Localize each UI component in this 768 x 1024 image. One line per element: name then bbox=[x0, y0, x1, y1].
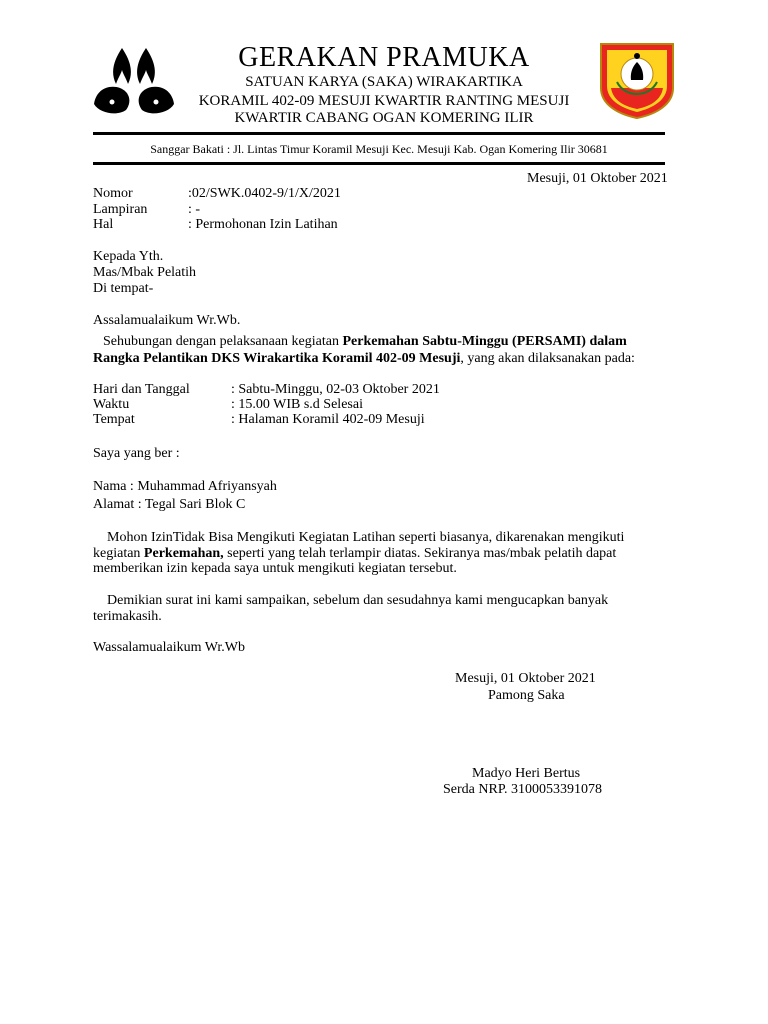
detail-value-time: : 15.00 WIB s.d Selesai bbox=[231, 397, 363, 412]
intro-tail: , yang akan dilaksanakan pada: bbox=[460, 351, 635, 366]
body1-line-1: Mohon IzinTidak Bisa Mengikuti Kegiatan Latihan seperti biasanya, dikarenakan mengikuti bbox=[107, 530, 625, 545]
intro-text: Sehubungan dengan pelaksanaan kegiatan bbox=[103, 334, 343, 349]
body2-line-1: Demikian surat ini kami sampaikan, sebelum dan sesudahnya kami mengucapkan banyak bbox=[107, 593, 609, 608]
address-line: Sanggar Bakati : Jl. Lintas Timur Koramil Mesuji Kec. Mesuji Kab. Ogan Komering Ilir 30681 bbox=[150, 142, 608, 156]
body1-text-bold: Perkemahan, bbox=[143, 546, 224, 561]
detail-label-place: Tempat bbox=[93, 412, 135, 427]
meta-value-lampiran: : - bbox=[188, 202, 201, 217]
recipient-line-3: Di tempat- bbox=[93, 281, 154, 296]
greeting: Assalamualaikum Wr.Wb. bbox=[93, 313, 241, 328]
recipient-line-2: Mas/Mbak Pelatih bbox=[93, 265, 197, 280]
body1-text-c: seperti yang telah terlampir diatas. Sekiranya mas/mbak pelatih dapat bbox=[223, 546, 617, 561]
applicant-name: Nama : Muhammad Afriyansyah bbox=[93, 479, 277, 494]
closing: Wassalamualaikum Wr.Wb bbox=[93, 640, 246, 655]
meta-label-hal: Hal bbox=[93, 217, 114, 232]
detail-label-date: Hari dan Tanggal bbox=[93, 382, 190, 397]
body1-text-a: kegiatan bbox=[93, 546, 144, 561]
meta-label-nomor: Nomor bbox=[93, 186, 133, 201]
meta-value-nomor: :02/SWK.0402-9/1/X/2021 bbox=[188, 186, 341, 201]
detail-value-place: : Halaman Koramil 402-09 Mesuji bbox=[231, 412, 425, 427]
meta-value-hal: : Permohonan Izin Latihan bbox=[188, 217, 338, 232]
meta-label-lampiran: Lampiran bbox=[93, 202, 148, 217]
koramil-name: KORAMIL 402-09 MESUJI KWARTIR RANTING MESUJI bbox=[198, 93, 570, 109]
header-rule-bottom bbox=[93, 162, 665, 165]
sign-place-date: Mesuji, 01 Oktober 2021 bbox=[455, 671, 596, 686]
unit-name: SATUAN KARYA (SAKA) WIRAKARTIKA bbox=[245, 74, 523, 90]
letter-date: Mesuji, 01 Oktober 2021 bbox=[527, 171, 668, 186]
signatory-name: Madyo Heri Bertus bbox=[472, 766, 581, 781]
detail-value-date: : Sabtu-Minggu, 02-03 Oktober 2021 bbox=[231, 382, 440, 397]
detail-label-time: Waktu bbox=[93, 397, 130, 412]
header-rule-top bbox=[93, 132, 665, 135]
undersigned-label: Saya yang ber : bbox=[93, 446, 180, 461]
kwartir-cabang: KWARTIR CABANG OGAN KOMERING ILIR bbox=[234, 110, 534, 126]
intro-line-2 bbox=[93, 351, 635, 367]
applicant-address: Alamat : Tegal Sari Blok C bbox=[93, 497, 246, 512]
event-purpose: Rangka Pelantikan DKS Wirakartika Koramil 402-09 Mesuji bbox=[93, 351, 461, 366]
body1-line-2 bbox=[93, 546, 616, 562]
recipient-line-1: Kepada Yth. bbox=[93, 249, 164, 264]
body2-line-2: terimakasih. bbox=[93, 609, 162, 624]
signatory-nrp: Serda NRP. 3100053391078 bbox=[443, 782, 603, 797]
event-name: Perkemahan Sabtu-Minggu (PERSAMI) dalam bbox=[342, 334, 627, 349]
org-title: GERAKAN PRAMUKA bbox=[238, 42, 530, 73]
intro-line-1 bbox=[103, 334, 627, 350]
body1-line-3: memberikan izin kepada saya untuk mengikuti kegiatan tersebut. bbox=[93, 561, 457, 576]
sign-role: Pamong Saka bbox=[488, 688, 565, 703]
